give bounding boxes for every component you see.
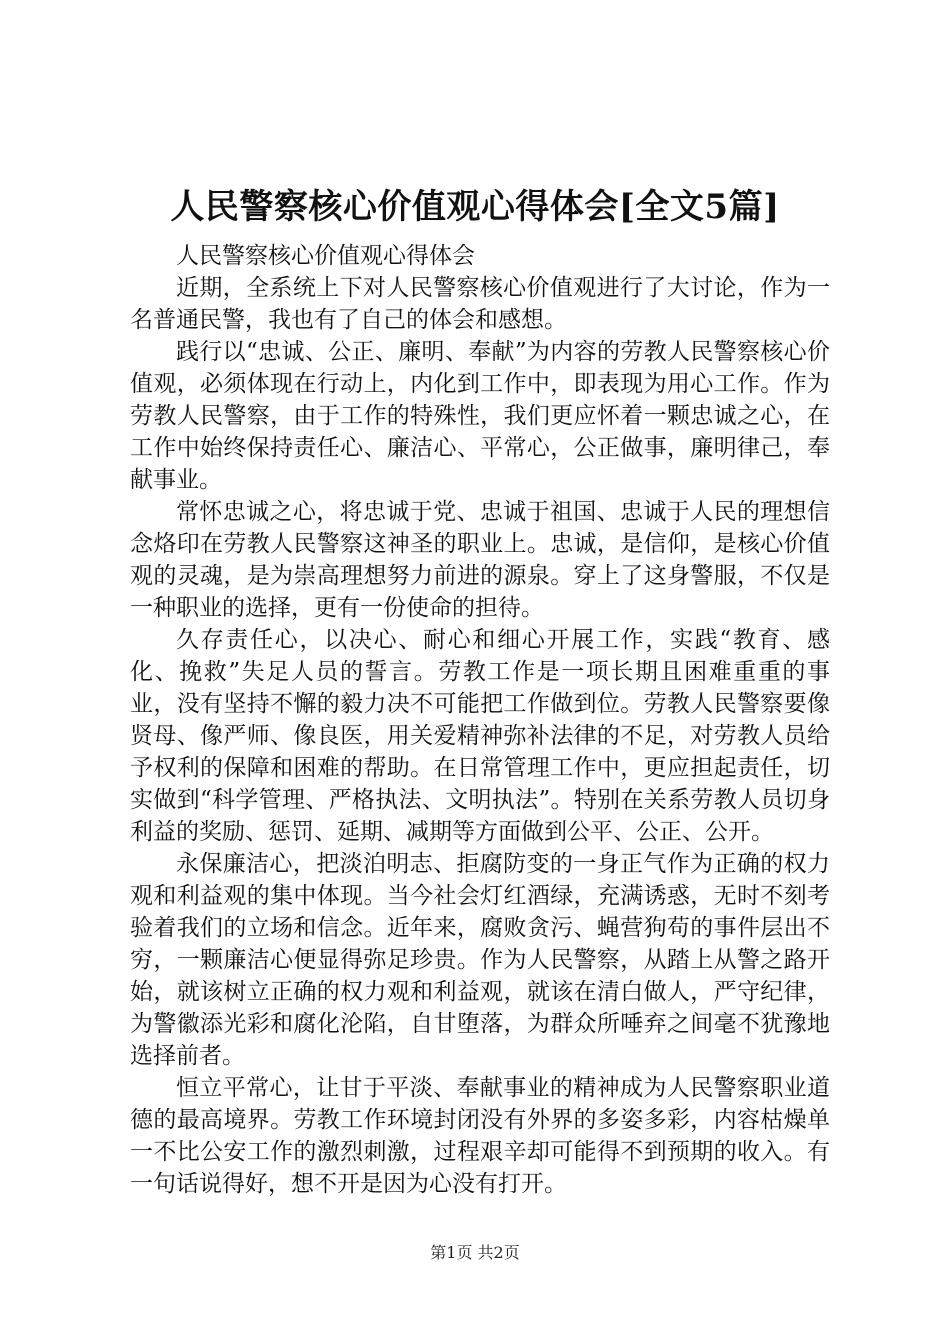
- document-title: 人民警察核心价值观心得体会[全文5篇]: [170, 187, 780, 227]
- subtitle-line: 人民警察核心价值观心得体会: [176, 243, 475, 269]
- paragraph: 常怀忠诚之心，将忠诚于党、忠诚于祖国、忠诚于人民的理想信念烙印在劳教人民警察这神圣的职业上。忠诚，是信仰，是核心价值观的灵魂，是为崇高理想努力前进的源泉。穿上了这身警服，不仅是一种职业的选择，更有一份使命的担待。: [130, 499, 830, 621]
- document-body: [130, 240, 830, 1200]
- paragraph: 恒立平常心，让甘于平淡、奉献事业的精神成为人民警察职业道德的最高境界。劳教工作环境封闭没有外界的多姿多彩，内容枯燥单一不比公安工作的激烈刺激，过程艰辛却可能得不到预期的收入。有一句话说得好，想不开是因为心没有打开。: [130, 1075, 830, 1197]
- paragraph: 久存责任心，以决心、耐心和细心开展工作，实践“教育、感化、挽救”失足人员的誓言。劳教工作是一项长期且困难重重的事业，没有坚持不懈的毅力决不可能把工作做到位。劳教人民警察要像贤母、像严师、像良医，用关爱精神弥补法律的不足，对劳教人员给予权利的保障和困难的帮助。在日常管理工作中，更应担起责任，切实做到“科学管理、严格执法、文明执法”。特别在关系劳教人员切身利益的奖励、惩罚、延期、减期等方面做到公平、公正、公开。: [130, 627, 830, 845]
- paragraph: 近期，全系统上下对人民警察核心价值观进行了大讨论，作为一名普通民警，我也有了自己的体会和感想。: [130, 275, 830, 333]
- paragraph: 永保廉洁心，把淡泊明志、拒腐防变的一身正气作为正确的权力观和利益观的集中体现。当今社会灯红酒绿，充满诱惑，无时不刻考验着我们的立场和信念。近年来，腐败贪污、蝇营狗苟的事件层出不穷，一颗廉洁心便显得弥足珍贵。作为人民警察，从踏上从警之路开始，就该树立正确的权力观和利益观，就该在清白做人，严守纪律，为警徽添光彩和腐化沦陷，自甘堕落，为群众所唾弃之间毫不犹豫地选择前者。: [130, 851, 830, 1069]
- paragraph: 践行以“忠诚、公正、廉明、奉献”为内容的劳教人民警察核心价值观，必须体现在行动上，内化到工作中，即表现为用心工作。作为劳教人民警察，由于工作的特殊性，我们更应怀着一颗忠诚之心，在工作中始终保持责任心、廉洁心、平常心，公正做事，廉明律己，奉献事业。: [130, 339, 830, 493]
- page-footer: 第1页 共2页: [430, 1243, 520, 1262]
